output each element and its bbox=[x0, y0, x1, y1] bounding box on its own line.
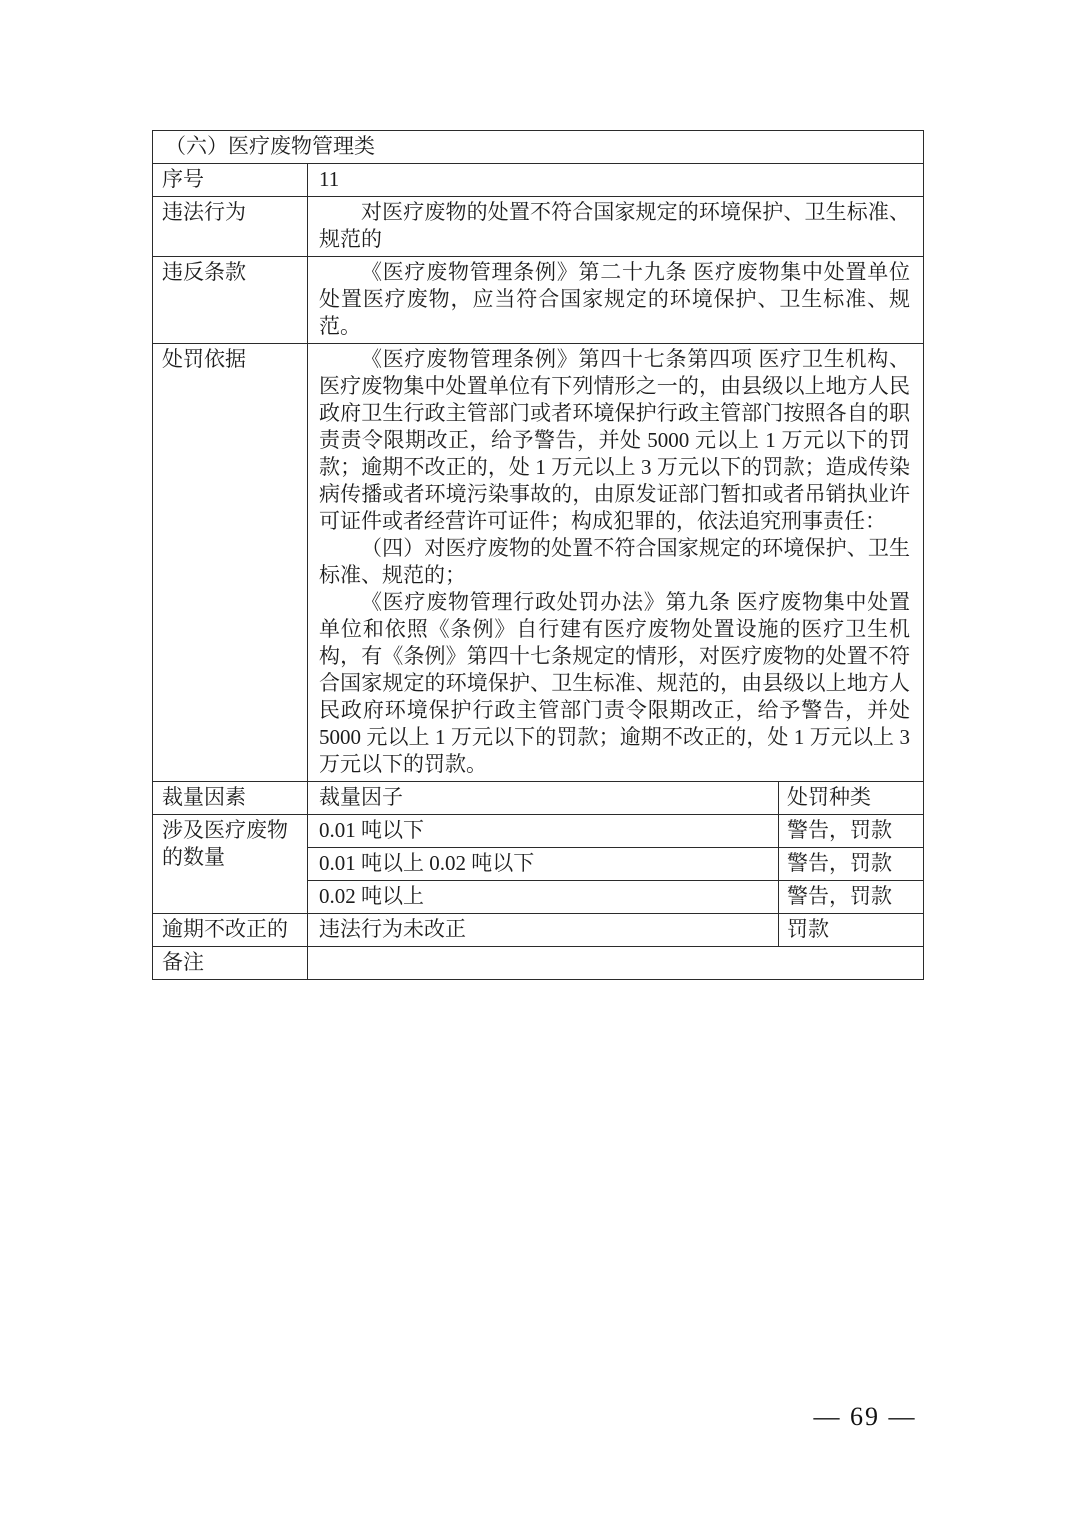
table-row bbox=[153, 131, 924, 164]
quantity-penalty-2: 警告，罚款 bbox=[779, 848, 924, 881]
discretion-factor-header: 裁量因素 bbox=[153, 782, 308, 815]
table-row bbox=[153, 782, 924, 815]
remarks-label: 备注 bbox=[153, 947, 308, 980]
quantity-penalty-1: 警告，罚款 bbox=[779, 815, 924, 848]
serial-value: 11 bbox=[308, 164, 924, 197]
table-row bbox=[153, 257, 924, 344]
discretion-factor-column-header: 裁量因子 bbox=[308, 782, 779, 815]
penalty-basis-label: 处罚依据 bbox=[153, 344, 308, 782]
quantity-penalty-3: 警告，罚款 bbox=[779, 881, 924, 914]
serial-label: 序号 bbox=[153, 164, 308, 197]
regulation-table bbox=[152, 130, 924, 980]
table-row bbox=[153, 197, 924, 257]
overdue-label: 逾期不改正的 bbox=[153, 914, 308, 947]
overdue-factor: 违法行为未改正 bbox=[308, 914, 779, 947]
penalty-basis-paragraph-1: 《医疗废物管理条例》第四十七条第四项 医疗卫生机构、医疗废物集中处置单位有下列情形之一的，由县级以上地方人民政府卫生行政主管部门或者环境保护行政主管部门按照各自的职责责令限期改正，给予警告，并处 5000 元以上 1 万元以下的罚款；逾期不改正的，处 1 万元以上 3 万元以下的罚款；造成传染病传播或者环境污染事故的，由原发证部门暂扣或者吊销执业许可证件或者经营许可证件；构成犯罪的，依法追究刑事责任： bbox=[319, 347, 910, 533]
table-row bbox=[153, 815, 924, 848]
quantity-group-label: 涉及医疗废物的数量 bbox=[153, 815, 308, 914]
quantity-factor-1: 0.01 吨以下 bbox=[308, 815, 779, 848]
page-number: — 69 — bbox=[813, 1402, 917, 1431]
remarks-value bbox=[308, 947, 924, 980]
illegal-act-text: 对医疗废物的处置不符合国家规定的环境保护、卫生标准、规范的 bbox=[319, 200, 910, 251]
violated-clause-text: 《医疗废物管理条例》第二十九条 医疗废物集中处置单位处置医疗废物，应当符合国家规定的环境保护、卫生标准、规范。 bbox=[319, 260, 910, 338]
violated-clause-label: 违反条款 bbox=[153, 257, 308, 344]
penalty-basis-value bbox=[308, 344, 924, 782]
quantity-factor-3: 0.02 吨以上 bbox=[308, 881, 779, 914]
table-row bbox=[153, 164, 924, 197]
penalty-basis-paragraph-3: 《医疗废物管理行政处罚办法》第九条 医疗废物集中处置单位和依照《条例》自行建有医疗废物处置设施的医疗卫生机构，有《条例》第四十七条规定的情形，对医疗废物的处置不符合国家规定的环境保护、卫生标准、规范的，由县级以上地方人民政府环境保护行政主管部门责令限期改正，给予警告，并处 5000 元以上 1 万元以下的罚款；逾期不改正的，处 1 万元以上 3 万元以下的罚款。 bbox=[319, 590, 910, 776]
illegal-act-label: 违法行为 bbox=[153, 197, 308, 257]
section-header-cell: （六）医疗废物管理类 bbox=[153, 131, 924, 164]
penalty-basis-paragraph-2: （四）对医疗废物的处置不符合国家规定的环境保护、卫生标准、规范的； bbox=[319, 536, 910, 587]
penalty-type-column-header: 处罚种类 bbox=[779, 782, 924, 815]
overdue-penalty: 罚款 bbox=[779, 914, 924, 947]
illegal-act-value bbox=[308, 197, 924, 257]
table-row bbox=[153, 947, 924, 980]
violated-clause-value bbox=[308, 257, 924, 344]
quantity-factor-2: 0.01 吨以上 0.02 吨以下 bbox=[308, 848, 779, 881]
table-row bbox=[153, 344, 924, 782]
table-row bbox=[153, 914, 924, 947]
